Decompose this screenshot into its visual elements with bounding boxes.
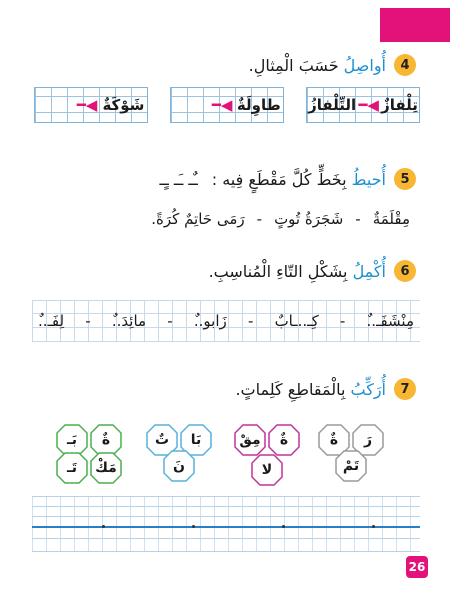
syllable-tile[interactable]: مَكْ	[90, 452, 122, 484]
ex5-word-3[interactable]: رَمَى حَاتِمٌ كُرَةً.	[151, 210, 245, 228]
exercise-6-number: 6	[394, 260, 416, 282]
ex6-item-3[interactable]: زَابو..ٌ	[193, 312, 227, 330]
word-dot	[282, 525, 285, 528]
ex5-words: مِقْلَمَةٌ - شَجَرَةُ تُوتٍ - رَمَى حَاتِمٌ كُرَةً.	[151, 210, 410, 228]
ex4-box-3	[34, 87, 148, 123]
syllable-tile[interactable]: تَـ	[56, 452, 88, 484]
page-number: 26	[406, 556, 428, 578]
ex4-box-2	[170, 87, 284, 123]
exercise-5-instruction: أُحيطُ بِخَطٍّ كُلَّ مَقْطَعٍ فِيه :	[211, 169, 386, 189]
syllable-tile[interactable]: ةٌ	[318, 424, 350, 456]
arrow-icon: ◀━	[358, 96, 379, 114]
exercise-5-number: 5	[394, 168, 416, 190]
exercise-4-heading	[249, 52, 416, 78]
exercise-4-instruction: أُواصِلُ حَسَبَ الْمِثالِ.	[248, 55, 386, 75]
exercise-6-heading	[209, 258, 416, 284]
syllable-tile[interactable]: بَا	[180, 424, 212, 456]
ex6-item-2[interactable]: كِـ..ـابٌ	[274, 312, 319, 330]
ex6-item-5[interactable]: لِفَـ..ٌ	[38, 312, 65, 330]
syllable-tile[interactable]: ةٌ	[268, 424, 300, 456]
exercise-5-marks: ـٌـ ـَـ ـٍـ	[159, 169, 198, 189]
syllable-tile[interactable]: تٌ	[146, 424, 178, 456]
syllable-tile[interactable]: لا	[251, 454, 283, 486]
syllable-tile[interactable]: بَـ	[56, 424, 88, 456]
corner-tab	[380, 8, 450, 42]
ex4-source-3: شَوْكَةٌ	[102, 96, 145, 114]
ex4-box-1	[306, 87, 420, 123]
ex4-target-1[interactable]: التِّلْفازُ	[308, 96, 357, 114]
word-dot	[372, 525, 375, 528]
ex6-line: مِنْشَفَـ..ٌ - كِـ..ـابٌ - زَابو..ٌ - مائِدَ..ٌ - لِفَـ..ٌ	[32, 300, 420, 342]
syllable-tile[interactable]: ةٌ	[90, 424, 122, 456]
word-dot	[102, 525, 105, 528]
ex5-word-1[interactable]: مِقْلَمَةٌ	[372, 210, 410, 228]
syllable-tile[interactable]: مِقْ	[234, 424, 266, 456]
exercise-4-number: 4	[394, 54, 416, 76]
exercise-5-heading	[159, 166, 416, 192]
word-dot	[192, 525, 195, 528]
ex4-source-2: طاوِلَةٌ	[236, 96, 281, 114]
exercise-7-number: 7	[394, 378, 416, 400]
syllable-tile[interactable]: نَ	[163, 450, 195, 482]
exercise-7-instruction: أُرَكِّبُ بِالْمَقاطِعِ كَلِماتٍ.	[235, 379, 386, 399]
writing-area[interactable]	[32, 496, 420, 552]
ex4-source-1: تِلْفازٌ	[381, 96, 418, 114]
exercise-7-heading	[235, 376, 416, 402]
exercise-6-instruction: أُكْمِلُ بِشَكْلِ التّاءِ الْمُناسِبِ.	[208, 261, 386, 281]
syllable-tile[interactable]: تَمْ	[335, 450, 367, 482]
syllable-tile[interactable]: رَ	[352, 424, 384, 456]
ex5-word-2[interactable]: شَجَرَةُ تُوتٍ	[274, 210, 344, 228]
arrow-icon: ◀━	[211, 96, 233, 114]
ex6-item-4[interactable]: مائِدَ..ٌ	[111, 312, 147, 330]
ex6-item-1[interactable]: مِنْشَفَـ..ٌ	[366, 312, 414, 330]
arrow-icon: ◀━	[76, 96, 98, 114]
